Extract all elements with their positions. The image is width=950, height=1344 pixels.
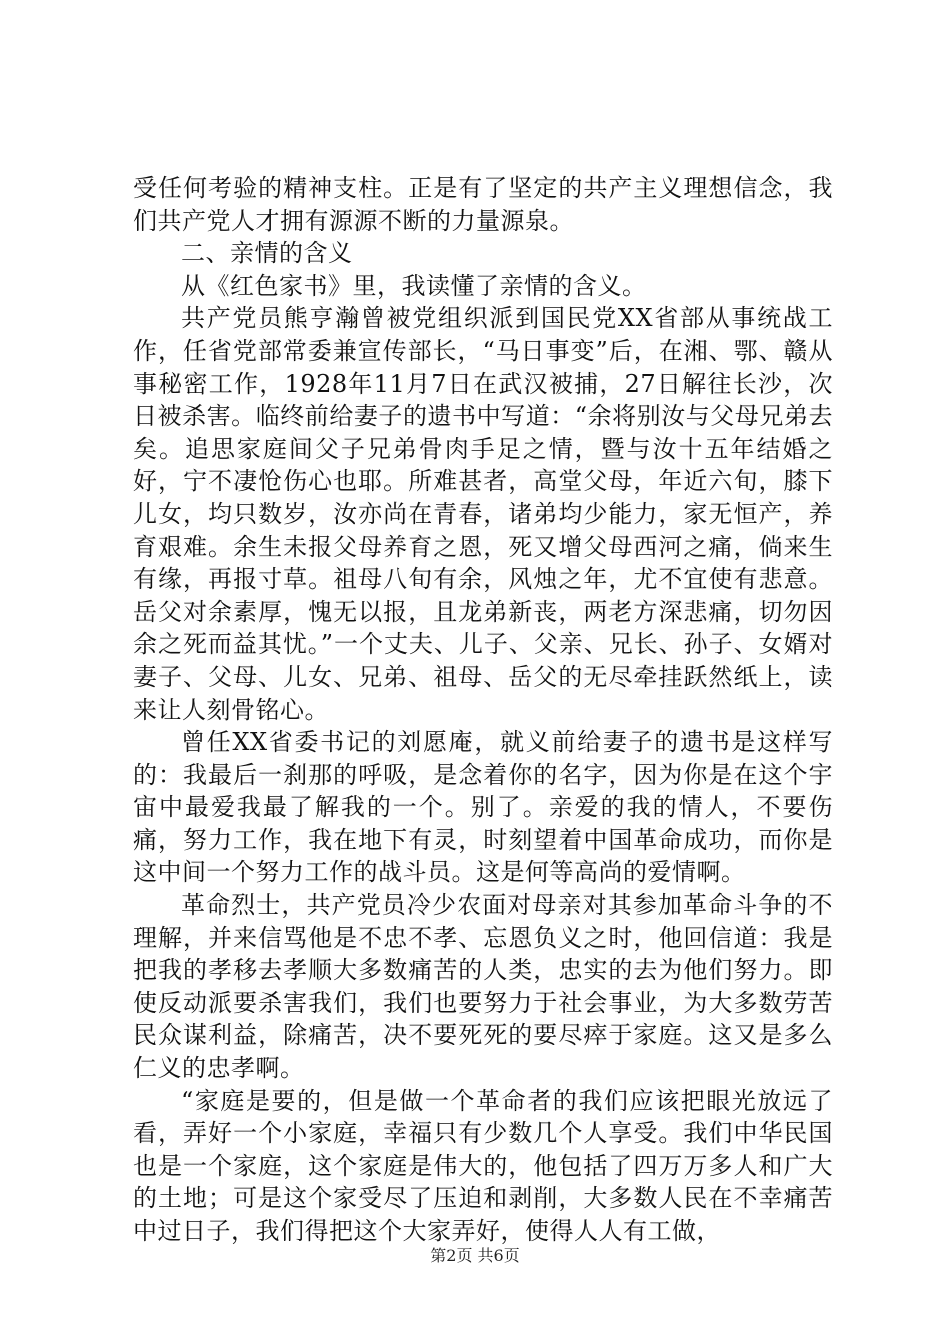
paragraph-1: 受任何考验的精神支柱。正是有了坚定的共产主义理想信念，我们共产党人才拥有源源不断的力量源泉。: [133, 174, 833, 235]
paragraph-6: “家庭是要的，但是做一个革命者的我们应该把眼光放远了看，弄好一个小家庭，幸福只有少数几个人享受。我们中华民国也是一个家庭，这个家庭是伟大的，他包括了四万万多人和广大的土地；可是这个家受尽了压迫和剥削，大多数人民在不幸痛苦中过日子，我们得把这个大家弄好，使得人人有工做，: [133, 1086, 833, 1245]
paragraph-5: 革命烈士，共产党员冷少农面对母亲对其参加革命斗争的不理解，并来信骂他是不忠不孝、忘恩负义之时，他回信道：我是把我的孝移去孝顺大多数痛苦的人类，忠实的去为他们努力。即使反动派要杀害我们，我们也要努力于社会事业，为大多数劳苦民众谋利益，除痛苦，决不要死死的要尽瘁于家庭。这又是多么仁义的忠孝啊。: [133, 891, 833, 1083]
paragraph-3: 共产党员熊亨瀚曾被党组织派到国民党XX省部从事统战工作，任省党部常委兼宣传部长，“马日事变”后，在湘、鄂、赣从事秘密工作，1928年11月7日在武汉被捕，27日解往长沙，次日被杀害。临终前给妻子的遗书中写道：“余将别汝与父母兄弟去矣。追思家庭间父子兄弟骨肉手足之情，暨与汝十五年结婚之好，宁不凄怆伤心也耶。所难甚者，高堂父母，年近六旬，膝下儿女，均只数岁，汝亦尚在青春，诸弟均少能力，家无恒产，养育艰难。余生未报父母养育之恩，死又增父母西河之痛，倘来生有缘，再报寸草。祖母八旬有余，风烛之年，尤不宜使有悲意。岳父对余素厚，愧无以报，且龙弟新丧，两老方深悲痛，切勿因余之死而益其忧。”一个丈夫、儿子、父亲、兄长、孙子、女婿对妻子、父母、儿女、兄弟、祖母、岳父的无尽牵挂跃然纸上，读来让人刻骨铭心。: [133, 304, 833, 724]
paragraph-2: 从《红色家书》里，我读懂了亲情的含义。: [181, 271, 647, 300]
document-body: [133, 172, 833, 1248]
paragraph-4: 曾任XX省委书记的刘愿庵，就义前给妻子的遗书是这样写的：我最后一刹那的呼吸，是念着你的名字，因为你是在这个宇宙中最爱我最了解我的一个。别了。亲爱的我的情人，不要伤痛，努力工作，我在地下有灵，时刻望着中国革命成功，而你是这中间一个努力工作的战斗员。这是何等高尚的爱情啊。: [133, 728, 833, 887]
section-heading: 二、亲情的含义: [181, 239, 353, 268]
page-number-footer: 第2页 共6页: [430, 1246, 520, 1265]
